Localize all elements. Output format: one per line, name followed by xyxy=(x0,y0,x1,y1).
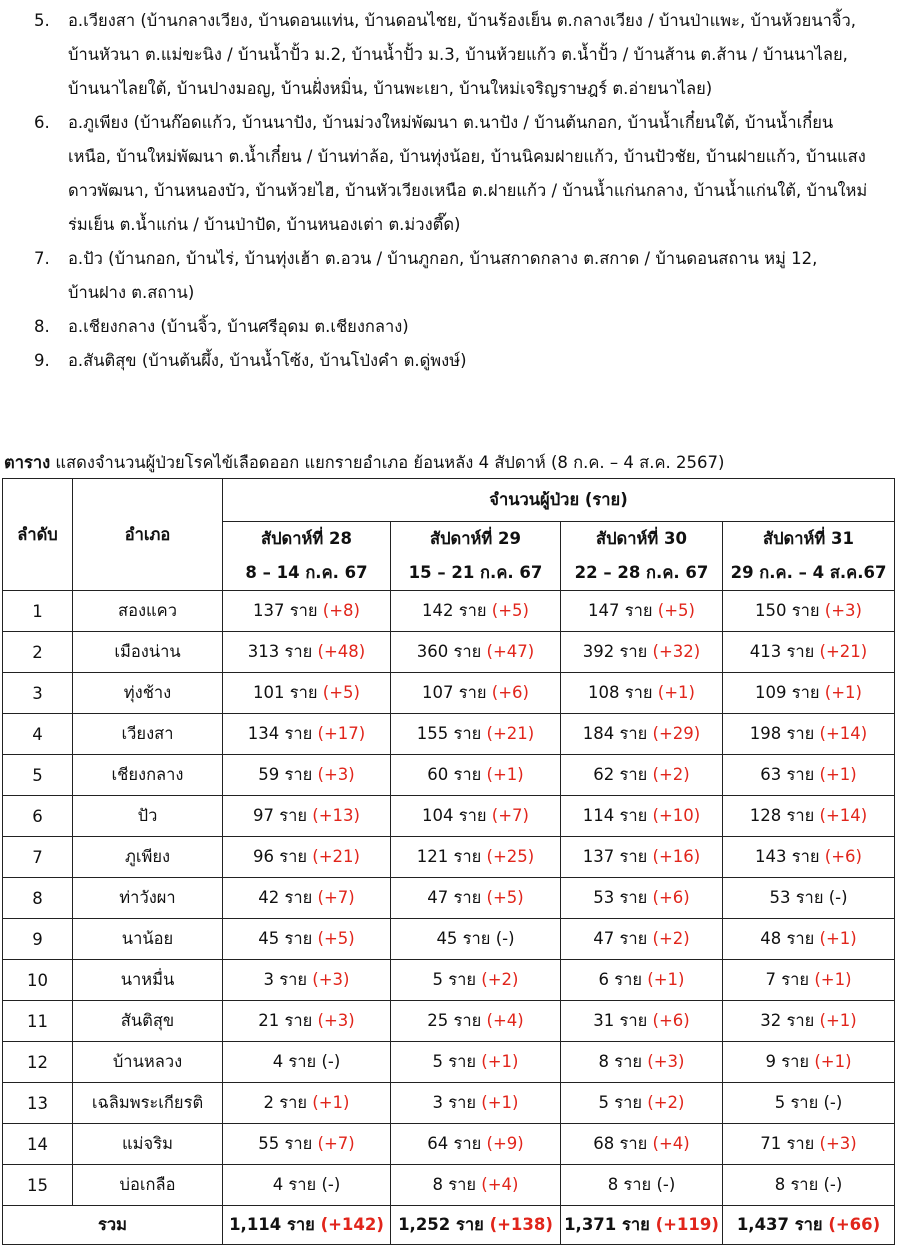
case-count: 47 ราย xyxy=(593,929,653,948)
case-change: (+4) xyxy=(652,1134,690,1153)
case-count-cell xyxy=(723,960,895,1001)
case-count: 198 ราย xyxy=(749,724,820,743)
case-count: 121 ราย xyxy=(416,847,487,866)
case-change: (+1) xyxy=(657,683,695,702)
case-count: 53 ราย (-) xyxy=(769,888,848,907)
row-number: 7 xyxy=(3,837,73,878)
case-count: 137 ราย xyxy=(582,847,653,866)
case-count-cell xyxy=(561,1165,723,1206)
case-change: (+1) xyxy=(819,1011,857,1030)
case-change: (+5) xyxy=(491,601,529,620)
case-count: 313 ราย xyxy=(247,642,318,661)
week-header xyxy=(391,522,561,591)
list-item-text: อ.สันติสุข (บ้านต้นผึ้ง, บ้านน้ำโซ้ง, บ้านโป่งคำ ต.ดู่พงษ์) xyxy=(68,351,467,370)
row-number: 13 xyxy=(3,1083,73,1124)
case-count: 45 ราย (-) xyxy=(436,929,515,948)
case-count: 7 ราย xyxy=(765,970,815,989)
table-row xyxy=(3,1001,895,1042)
case-count: 55 ราย xyxy=(258,1134,318,1153)
case-count: 107 ราย xyxy=(422,683,492,702)
case-count: 4 ราย (-) xyxy=(272,1175,341,1194)
case-change: (+10) xyxy=(652,806,701,825)
row-number: 12 xyxy=(3,1042,73,1083)
case-change: (+142) xyxy=(320,1215,384,1234)
case-change: (+1) xyxy=(824,683,862,702)
week-header xyxy=(223,522,391,591)
table-row xyxy=(3,1042,895,1083)
district-name: นาน้อย xyxy=(73,919,223,960)
case-count-cell xyxy=(223,591,391,632)
case-count-cell xyxy=(223,796,391,837)
table-row xyxy=(3,632,895,673)
case-count-cell xyxy=(561,673,723,714)
case-count: 104 ราย xyxy=(422,806,492,825)
case-change: (+1) xyxy=(486,765,524,784)
case-count-cell xyxy=(223,1001,391,1042)
table-row xyxy=(3,1124,895,1165)
row-number: 6 xyxy=(3,796,73,837)
case-change: (+21) xyxy=(486,724,535,743)
list-item xyxy=(0,106,900,242)
case-count: 1,437 ราย xyxy=(736,1215,829,1234)
row-number: 5 xyxy=(3,755,73,796)
case-count: 2 ราย xyxy=(263,1093,313,1112)
district-name: เฉลิมพระเกียรติ xyxy=(73,1083,223,1124)
list-item-text: อ.ปัว (บ้านกอก, บ้านไร่, บ้านทุ่งเฮ้า ต.อวน / บ้านภูกอก, บ้านสกาดกลาง ต.สกาด / บ้านดอนสถาน หมู่ 12, บ้านฝาง ต.สถาน) xyxy=(68,249,818,302)
case-count: 1,114 ราย xyxy=(229,1215,321,1234)
case-change: (+29) xyxy=(652,724,701,743)
case-count: 5 ราย xyxy=(432,1052,482,1071)
table-row xyxy=(3,673,895,714)
table-row xyxy=(3,919,895,960)
table-row xyxy=(3,878,895,919)
case-count: 184 ราย xyxy=(582,724,653,743)
case-change: (+2) xyxy=(647,1093,685,1112)
list-item-text: อ.เชียงกลาง (บ้านจิ้ว, บ้านศรีอุดม ต.เชียงกลาง) xyxy=(68,317,409,336)
case-count-cell xyxy=(561,591,723,632)
case-count: 143 ราย xyxy=(755,847,825,866)
week-range: 8 – 14 ก.ค. 67 xyxy=(245,563,368,582)
table-row xyxy=(3,591,895,632)
case-change: (+3) xyxy=(312,970,350,989)
case-count: 47 ราย xyxy=(427,888,487,907)
table-row xyxy=(3,714,895,755)
list-item xyxy=(0,344,900,378)
case-change: (+32) xyxy=(652,642,701,661)
total-label: รวม xyxy=(3,1206,223,1245)
case-change: (+16) xyxy=(652,847,701,866)
case-count: 101 ราย xyxy=(253,683,323,702)
case-count-cell xyxy=(723,1206,895,1245)
case-count-cell xyxy=(561,1124,723,1165)
district-name: บ่อเกลือ xyxy=(73,1165,223,1206)
case-count: 155 ราย xyxy=(416,724,487,743)
case-count-cell xyxy=(223,837,391,878)
case-count: 142 ราย xyxy=(422,601,492,620)
district-name: เมืองน่าน xyxy=(73,632,223,673)
case-count: 114 ราย xyxy=(582,806,653,825)
list-item xyxy=(0,4,900,106)
case-change: (+4) xyxy=(486,1011,524,1030)
case-count: 137 ราย xyxy=(253,601,323,620)
case-change: (+1) xyxy=(312,1093,350,1112)
case-count: 360 ราย xyxy=(416,642,487,661)
case-change: (+1) xyxy=(819,765,857,784)
case-count: 3 ราย xyxy=(432,1093,482,1112)
case-count-cell xyxy=(561,960,723,1001)
case-count-cell xyxy=(223,960,391,1001)
case-count-cell xyxy=(391,1124,561,1165)
case-change: (+6) xyxy=(652,888,690,907)
case-change: (+3) xyxy=(819,1134,857,1153)
case-count-cell xyxy=(391,960,561,1001)
case-change: (+3) xyxy=(647,1052,685,1071)
case-count-cell xyxy=(391,1206,561,1245)
case-count-cell xyxy=(723,796,895,837)
case-change: (+1) xyxy=(814,1052,852,1071)
case-change: (+9) xyxy=(486,1134,524,1153)
week-label: สัปดาห์ที่ 31 xyxy=(763,529,854,548)
week-range: 15 – 21 ก.ค. 67 xyxy=(408,563,543,582)
case-count-cell xyxy=(723,1001,895,1042)
case-count-cell xyxy=(723,632,895,673)
case-count: 97 ราย xyxy=(253,806,313,825)
district-name: นาหมื่น xyxy=(73,960,223,1001)
table-row xyxy=(3,837,895,878)
case-change: (+14) xyxy=(819,724,868,743)
case-count-cell xyxy=(391,1165,561,1206)
case-change: (+47) xyxy=(486,642,535,661)
table-caption xyxy=(4,450,724,476)
case-change: (+119) xyxy=(655,1215,719,1234)
case-count-cell xyxy=(723,1165,895,1206)
case-count-cell xyxy=(723,1124,895,1165)
week-header xyxy=(561,522,723,591)
row-number: 2 xyxy=(3,632,73,673)
case-count: 53 ราย xyxy=(593,888,653,907)
district-name: เวียงสา xyxy=(73,714,223,755)
case-count-cell xyxy=(223,714,391,755)
district-name: ภูเพียง xyxy=(73,837,223,878)
case-count-cell xyxy=(723,837,895,878)
row-number: 8 xyxy=(3,878,73,919)
case-change: (+138) xyxy=(489,1215,553,1234)
case-count: 42 ราย xyxy=(258,888,318,907)
week-range: 29 ก.ค. – 4 ส.ค.67 xyxy=(730,563,887,582)
district-name: เชียงกลาง xyxy=(73,755,223,796)
case-count-cell xyxy=(223,1206,391,1245)
case-count-cell xyxy=(391,714,561,755)
district-village-list xyxy=(0,4,900,378)
case-change: (+48) xyxy=(317,642,366,661)
col-header-patient-count: จำนวนผู้ป่วย (ราย) xyxy=(223,479,895,522)
case-count: 128 ราย xyxy=(749,806,820,825)
case-count-cell xyxy=(391,632,561,673)
case-count-cell xyxy=(223,632,391,673)
table-row xyxy=(3,1083,895,1124)
case-count: 96 ราย xyxy=(253,847,313,866)
col-header-no: ลำดับ xyxy=(3,479,73,591)
case-change: (+6) xyxy=(652,1011,690,1030)
case-change: (+21) xyxy=(312,847,360,866)
case-count-cell xyxy=(223,1083,391,1124)
case-count: 1,252 ราย xyxy=(398,1215,490,1234)
case-change: (+66) xyxy=(828,1215,881,1234)
case-count-cell xyxy=(561,755,723,796)
row-number: 14 xyxy=(3,1124,73,1165)
week-label: สัปดาห์ที่ 28 xyxy=(261,529,352,548)
list-item xyxy=(0,310,900,344)
list-item-number: 5. xyxy=(34,11,50,30)
case-count: 392 ราย xyxy=(582,642,653,661)
case-change: (+14) xyxy=(819,806,868,825)
case-count-cell xyxy=(561,878,723,919)
case-count-cell xyxy=(391,755,561,796)
case-count: 3 ราย xyxy=(263,970,313,989)
total-row xyxy=(3,1206,895,1245)
case-count-cell xyxy=(723,919,895,960)
list-item-number: 9. xyxy=(34,351,50,370)
week-label: สัปดาห์ที่ 30 xyxy=(596,529,687,548)
case-count: 62 ราย xyxy=(593,765,653,784)
district-name: สองแคว xyxy=(73,591,223,632)
row-number: 9 xyxy=(3,919,73,960)
case-count: 64 ราย xyxy=(427,1134,487,1153)
case-change: (+3) xyxy=(317,765,355,784)
case-count: 5 ราย xyxy=(432,970,482,989)
case-count-cell xyxy=(391,591,561,632)
district-name: แม่จริม xyxy=(73,1124,223,1165)
case-change: (+6) xyxy=(491,683,529,702)
row-number: 4 xyxy=(3,714,73,755)
case-count-cell xyxy=(223,1124,391,1165)
case-count: 8 ราย (-) xyxy=(774,1175,843,1194)
case-change: (+1) xyxy=(819,929,857,948)
week-label: สัปดาห์ที่ 29 xyxy=(430,529,521,548)
case-count: 109 ราย xyxy=(755,683,825,702)
case-change: (+3) xyxy=(317,1011,355,1030)
case-count: 59 ราย xyxy=(258,765,318,784)
case-change: (+1) xyxy=(481,1052,519,1071)
case-count-cell xyxy=(723,1042,895,1083)
case-count: 108 ราย xyxy=(588,683,658,702)
row-number: 11 xyxy=(3,1001,73,1042)
district-name: ทุ่งช้าง xyxy=(73,673,223,714)
case-change: (+7) xyxy=(491,806,529,825)
case-change: (+7) xyxy=(317,888,355,907)
case-change: (+1) xyxy=(647,970,685,989)
case-count-cell xyxy=(561,837,723,878)
case-change: (+1) xyxy=(481,1093,519,1112)
case-count-cell xyxy=(391,919,561,960)
case-count: 60 ราย xyxy=(427,765,487,784)
case-change: (+5) xyxy=(317,929,355,948)
dengue-cases-table xyxy=(2,478,895,1245)
case-change: (+2) xyxy=(481,970,519,989)
district-name: ปัว xyxy=(73,796,223,837)
case-count: 147 ราย xyxy=(588,601,658,620)
case-change: (+5) xyxy=(486,888,524,907)
case-count: 8 ราย (-) xyxy=(607,1175,676,1194)
case-count: 63 ราย xyxy=(760,765,820,784)
case-count-cell xyxy=(223,1042,391,1083)
table-row xyxy=(3,755,895,796)
case-count-cell xyxy=(223,919,391,960)
case-count-cell xyxy=(723,755,895,796)
case-count-cell xyxy=(561,1083,723,1124)
case-count-cell xyxy=(391,796,561,837)
case-count-cell xyxy=(723,1083,895,1124)
case-change: (+3) xyxy=(824,601,862,620)
row-number: 1 xyxy=(3,591,73,632)
case-count: 68 ราย xyxy=(593,1134,653,1153)
case-count: 31 ราย xyxy=(593,1011,653,1030)
case-count-cell xyxy=(723,591,895,632)
case-change: (+7) xyxy=(317,1134,355,1153)
case-count-cell xyxy=(561,1042,723,1083)
case-count-cell xyxy=(561,1206,723,1245)
case-count: 150 ราย xyxy=(755,601,825,620)
list-item-text: อ.ภูเพียง (บ้านก๊อดแก้ว, บ้านนาปัง, บ้านม่วงใหม่พัฒนา ต.นาปัง / บ้านต้นกอก, บ้านน้ำเกี๋ยนใต้, บ้านน้ำเกี๋ยนเหนือ, บ้านใหม่พัฒนา ต.น้ำเกี๋ยน / บ้านท่าล้อ, บ้านทุ่งน้อย, บ้านนิคมฝายแก้ว, บ้านปัวชัย, บ้านฝายแก้ว, บ้านแสงดาวพัฒนา, บ้านหนองบัว, บ้านห้วยไฮ, บ้านหัวเวียงเหนือ ต.ฝายแก้ว / บ้านน้ำแก่นกลาง, บ้านน้ำแก่นใต้, บ้านใหม่ร่มเย็น ต.น้ำแก่น / บ้านป่าปัด, บ้านหนองเต่า ต.ม่วงตึ๊ด) xyxy=(68,113,868,234)
row-number: 10 xyxy=(3,960,73,1001)
case-count-cell xyxy=(223,755,391,796)
case-change: (+13) xyxy=(312,806,360,825)
row-number: 3 xyxy=(3,673,73,714)
case-count-cell xyxy=(223,1165,391,1206)
case-count-cell xyxy=(561,714,723,755)
row-number: 15 xyxy=(3,1165,73,1206)
case-count: 5 ราย xyxy=(598,1093,648,1112)
case-count: 6 ราย xyxy=(598,970,648,989)
case-change: (+8) xyxy=(322,601,360,620)
caption-text: แสดงจำนวนผู้ป่วยโรคไข้เลือดออก แยกรายอำเภอ ย้อนหลัง 4 สัปดาห์ (8 ก.ค. – 4 ส.ค. 2567) xyxy=(50,453,725,472)
case-change: (+1) xyxy=(814,970,852,989)
table-row xyxy=(3,960,895,1001)
week-range: 22 – 28 ก.ค. 67 xyxy=(574,563,709,582)
case-count: 71 ราย xyxy=(760,1134,820,1153)
case-count-cell xyxy=(391,878,561,919)
case-count-cell xyxy=(223,878,391,919)
list-item xyxy=(0,242,900,310)
list-item-number: 8. xyxy=(34,317,50,336)
case-count: 8 ราย xyxy=(432,1175,482,1194)
case-count-cell xyxy=(561,632,723,673)
case-count: 45 ราย xyxy=(258,929,318,948)
case-count-cell xyxy=(391,1083,561,1124)
case-change: (+5) xyxy=(322,683,360,702)
list-item-number: 7. xyxy=(34,249,50,268)
case-count-cell xyxy=(391,1042,561,1083)
case-count-cell xyxy=(723,714,895,755)
district-name: ท่าวังผา xyxy=(73,878,223,919)
case-count: 4 ราย (-) xyxy=(272,1052,341,1071)
case-count-cell xyxy=(223,673,391,714)
caption-label: ตาราง xyxy=(4,453,51,472)
case-count: 25 ราย xyxy=(427,1011,487,1030)
case-count-cell xyxy=(561,796,723,837)
table-row xyxy=(3,1165,895,1206)
case-count-cell xyxy=(391,673,561,714)
case-count: 8 ราย xyxy=(598,1052,648,1071)
case-count: 413 ราย xyxy=(749,642,820,661)
case-change: (+6) xyxy=(824,847,862,866)
case-count: 1,371 ราย xyxy=(564,1215,656,1234)
list-item-text: อ.เวียงสา (บ้านกลางเวียง, บ้านดอนแท่น, บ้านดอนไชย, บ้านร้องเย็น ต.กลางเวียง / บ้านป่าแพะ, บ้านห้วยนาจิ้ว, บ้านหัวนา ต.แม่ขะนิง / บ้านน้ำปั้ว ม.2, บ้านน้ำปั้ว ม.3, บ้านห้วยแก้ว ต.น้ำปั้ว / บ้านส้าน ต.ส้าน / บ้านนาไลย, บ้านนาไลยใต้, บ้านปางมอญ, บ้านฝั่งหมิ่น, บ้านพะเยา, บ้านใหม่เจริญราษฎร์ ต.อ่ายนาไลย) xyxy=(68,11,857,98)
table-row xyxy=(3,796,895,837)
case-count-cell xyxy=(391,837,561,878)
case-count-cell xyxy=(723,878,895,919)
case-count: 134 ราย xyxy=(247,724,318,743)
case-change: (+25) xyxy=(486,847,535,866)
case-count: 48 ราย xyxy=(760,929,820,948)
case-change: (+5) xyxy=(657,601,695,620)
week-header xyxy=(723,522,895,591)
case-count: 9 ราย xyxy=(765,1052,815,1071)
case-count: 32 ราย xyxy=(760,1011,820,1030)
case-count: 5 ราย (-) xyxy=(774,1093,843,1112)
case-count-cell xyxy=(561,1001,723,1042)
list-item-number: 6. xyxy=(34,113,50,132)
case-change: (+21) xyxy=(819,642,868,661)
case-change: (+4) xyxy=(481,1175,519,1194)
case-count-cell xyxy=(723,673,895,714)
district-name: บ้านหลวง xyxy=(73,1042,223,1083)
col-header-district: อำเภอ xyxy=(73,479,223,591)
case-change: (+2) xyxy=(652,929,690,948)
case-count: 21 ราย xyxy=(258,1011,318,1030)
district-name: สันติสุข xyxy=(73,1001,223,1042)
case-change: (+2) xyxy=(652,765,690,784)
case-change: (+17) xyxy=(317,724,366,743)
case-count-cell xyxy=(391,1001,561,1042)
case-count-cell xyxy=(561,919,723,960)
